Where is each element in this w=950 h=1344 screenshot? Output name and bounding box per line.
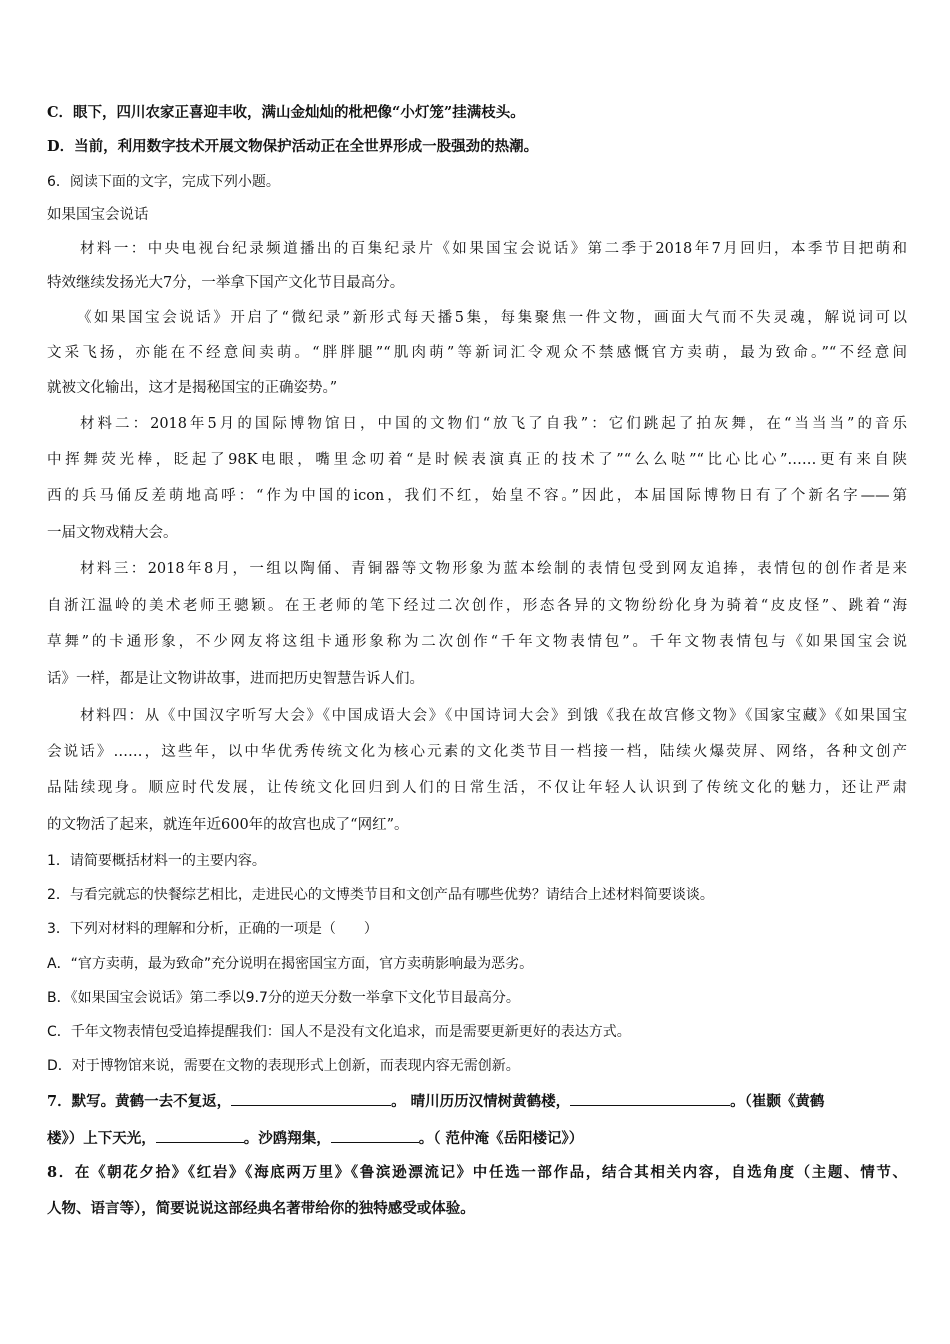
- q7-part-3: 。（崔颢《黄鹤: [730, 1093, 825, 1110]
- material-4-line-2: 会说话》……，这些年，以中华优秀传统文化为核心元素的文化类节目一档接一档，陆续火爆荧屏、网络，各种文创产: [47, 744, 907, 760]
- material-2-line-3: 西的兵马俑反差萌地高呼：“作为中国的icon，我们不红，始皇不容。”因此，本届国际博物日有了个新名字——第: [47, 488, 907, 504]
- material-3-line-1: 材料三：2018年8月，一组以陶俑、青铜器等文物形象为蓝本绘制的表情包受到网友追捧，表情包的创作者是来: [80, 561, 907, 577]
- material-3-line-3: 草舞”的卡通形象，不少网友将这组卡通形象称为二次创作“千年文物表情包”。千年文物表情包与《如果国宝会说: [47, 634, 907, 650]
- material-3-line-4: 话》一样，都是让文物讲故事，进而把历史智慧告诉人们。: [47, 671, 424, 687]
- material-1-line-3: 《如果国宝会说话》开启了“微纪录”新形式每天播5集，每集聚焦一件文物，画面大气而不失灵魂，解说词可以: [77, 310, 907, 326]
- q7-part-5: 。沙鸥翔集，: [243, 1130, 331, 1147]
- answer-blank-4[interactable]: [331, 1128, 419, 1143]
- question-7-line-2: [47, 1128, 907, 1149]
- answer-blank-1[interactable]: [231, 1091, 391, 1106]
- material-4-line-3: 品陆续现身。顺应时代发展，让传统文化回归到人们的日常生活，不仅让年轻人认识到了传统文化的魅力，还让严肃: [47, 780, 907, 796]
- option-b: B．《如果国宝会说话》第二季以9.7分的逆天分数一举拿下文化节目最高分。: [47, 990, 520, 1006]
- q7-part-4: 楼》）上下天光，: [47, 1130, 156, 1147]
- material-1-line-1: 材料一：中央电视台纪录频道播出的百集纪录片《如果国宝会说话》第二季于2018年7月回归，本季节目把萌和: [80, 241, 907, 257]
- option-d: D．对于博物馆来说，需要在文物的表现形式上创新，而表现内容无需创新。: [47, 1058, 520, 1074]
- sub-question-3: 3．下列对材料的理解和分析，正确的一项是（ ）: [47, 921, 378, 937]
- option-c: C．千年文物表情包受追捧提醒我们：国人不是没有文化追求，而是需要更新更好的表达方式。: [47, 1024, 631, 1040]
- material-2-line-1: 材料二：2018年5月的国际博物馆日，中国的文物们“放飞了自我”：它们跳起了拍灰舞，在“当当当”的音乐: [80, 416, 907, 432]
- material-2-line-4: 一届文物戏精大会。: [47, 525, 178, 541]
- option-d-prev: D．当前，利用数字技术开展文物保护活动正在全世界形成一股强劲的热潮。: [47, 138, 539, 155]
- sub-question-2: 2．与看完就忘的快餐综艺相比，走进民心的文博类节目和文创产品有哪些优势？请结合上述材料简要谈谈。: [47, 887, 714, 903]
- question-6-intro: 6．阅读下面的文字，完成下列小题。: [47, 174, 280, 190]
- question-8-line-2: 人物、语言等），简要说说这部经典名著带给你的独特感受或体验。: [47, 1200, 475, 1217]
- material-2-line-2: 中挥舞荧光棒，眨起了98K电眼，嘴里念叨着“是时候表演真正的技术了”“么么哒”“比心比心”……更有来自陕: [47, 452, 907, 468]
- sub-question-1: 1．请简要概括材料一的主要内容。: [47, 853, 266, 869]
- q7-part-2: 。 晴川历历汉情树黄鹤楼，: [391, 1093, 571, 1110]
- material-3-line-2: 自浙江温岭的美术老师王骢颖。在王老师的笔下经过二次创作，形态各异的文物纷纷化身为骑着“皮皮怪”、跳着“海: [47, 598, 907, 614]
- q7-part-1: 7．默写。黄鹤一去不复返，: [47, 1093, 232, 1110]
- material-4-line-4: 的文物活了起来，就连年近600年的故宫也成了“网红”。: [47, 817, 409, 833]
- q7-part-6: 。（ 范仲淹《岳阳楼记》）: [418, 1130, 584, 1147]
- option-a: A．“官方卖萌，最为致命”充分说明在揭密国宝方面，官方卖萌影响最为恶劣。: [47, 956, 534, 972]
- question-7-line-1: [47, 1091, 907, 1112]
- answer-blank-3[interactable]: [156, 1128, 244, 1143]
- question-8-line-1: 8．在《朝花夕拾》《红岩》《海底两万里》《鲁滨逊漂流记》中任选一部作品，结合其相关内容，自选角度（主题、情节、: [47, 1164, 907, 1181]
- answer-blank-2[interactable]: [570, 1091, 730, 1106]
- material-1-line-2: 特效继续发扬光大7分，一举拿下国产文化节目最高分。: [47, 275, 405, 291]
- material-1-line-4: 文采飞扬，亦能在不经意间卖萌。“胖胖腿”“肌肉萌”等新词汇令观众不禁感慨官方卖萌，最为致命。”“不经意间: [47, 345, 907, 361]
- material-4-line-1: 材料四：从《中国汉字听写大会》《中国成语大会》《中国诗词大会》到饿《我在故宫修文物》《国家宝藏》《如果国宝: [80, 708, 907, 724]
- option-c-prev: C．眼下，四川农家正喜迎丰收，满山金灿灿的枇杷像“小灯笼”挂满枝头。: [47, 104, 525, 121]
- passage-title: 如果国宝会说话: [47, 207, 149, 223]
- material-1-line-5: 就被文化输出，这才是揭秘国宝的正确姿势。”: [47, 380, 338, 396]
